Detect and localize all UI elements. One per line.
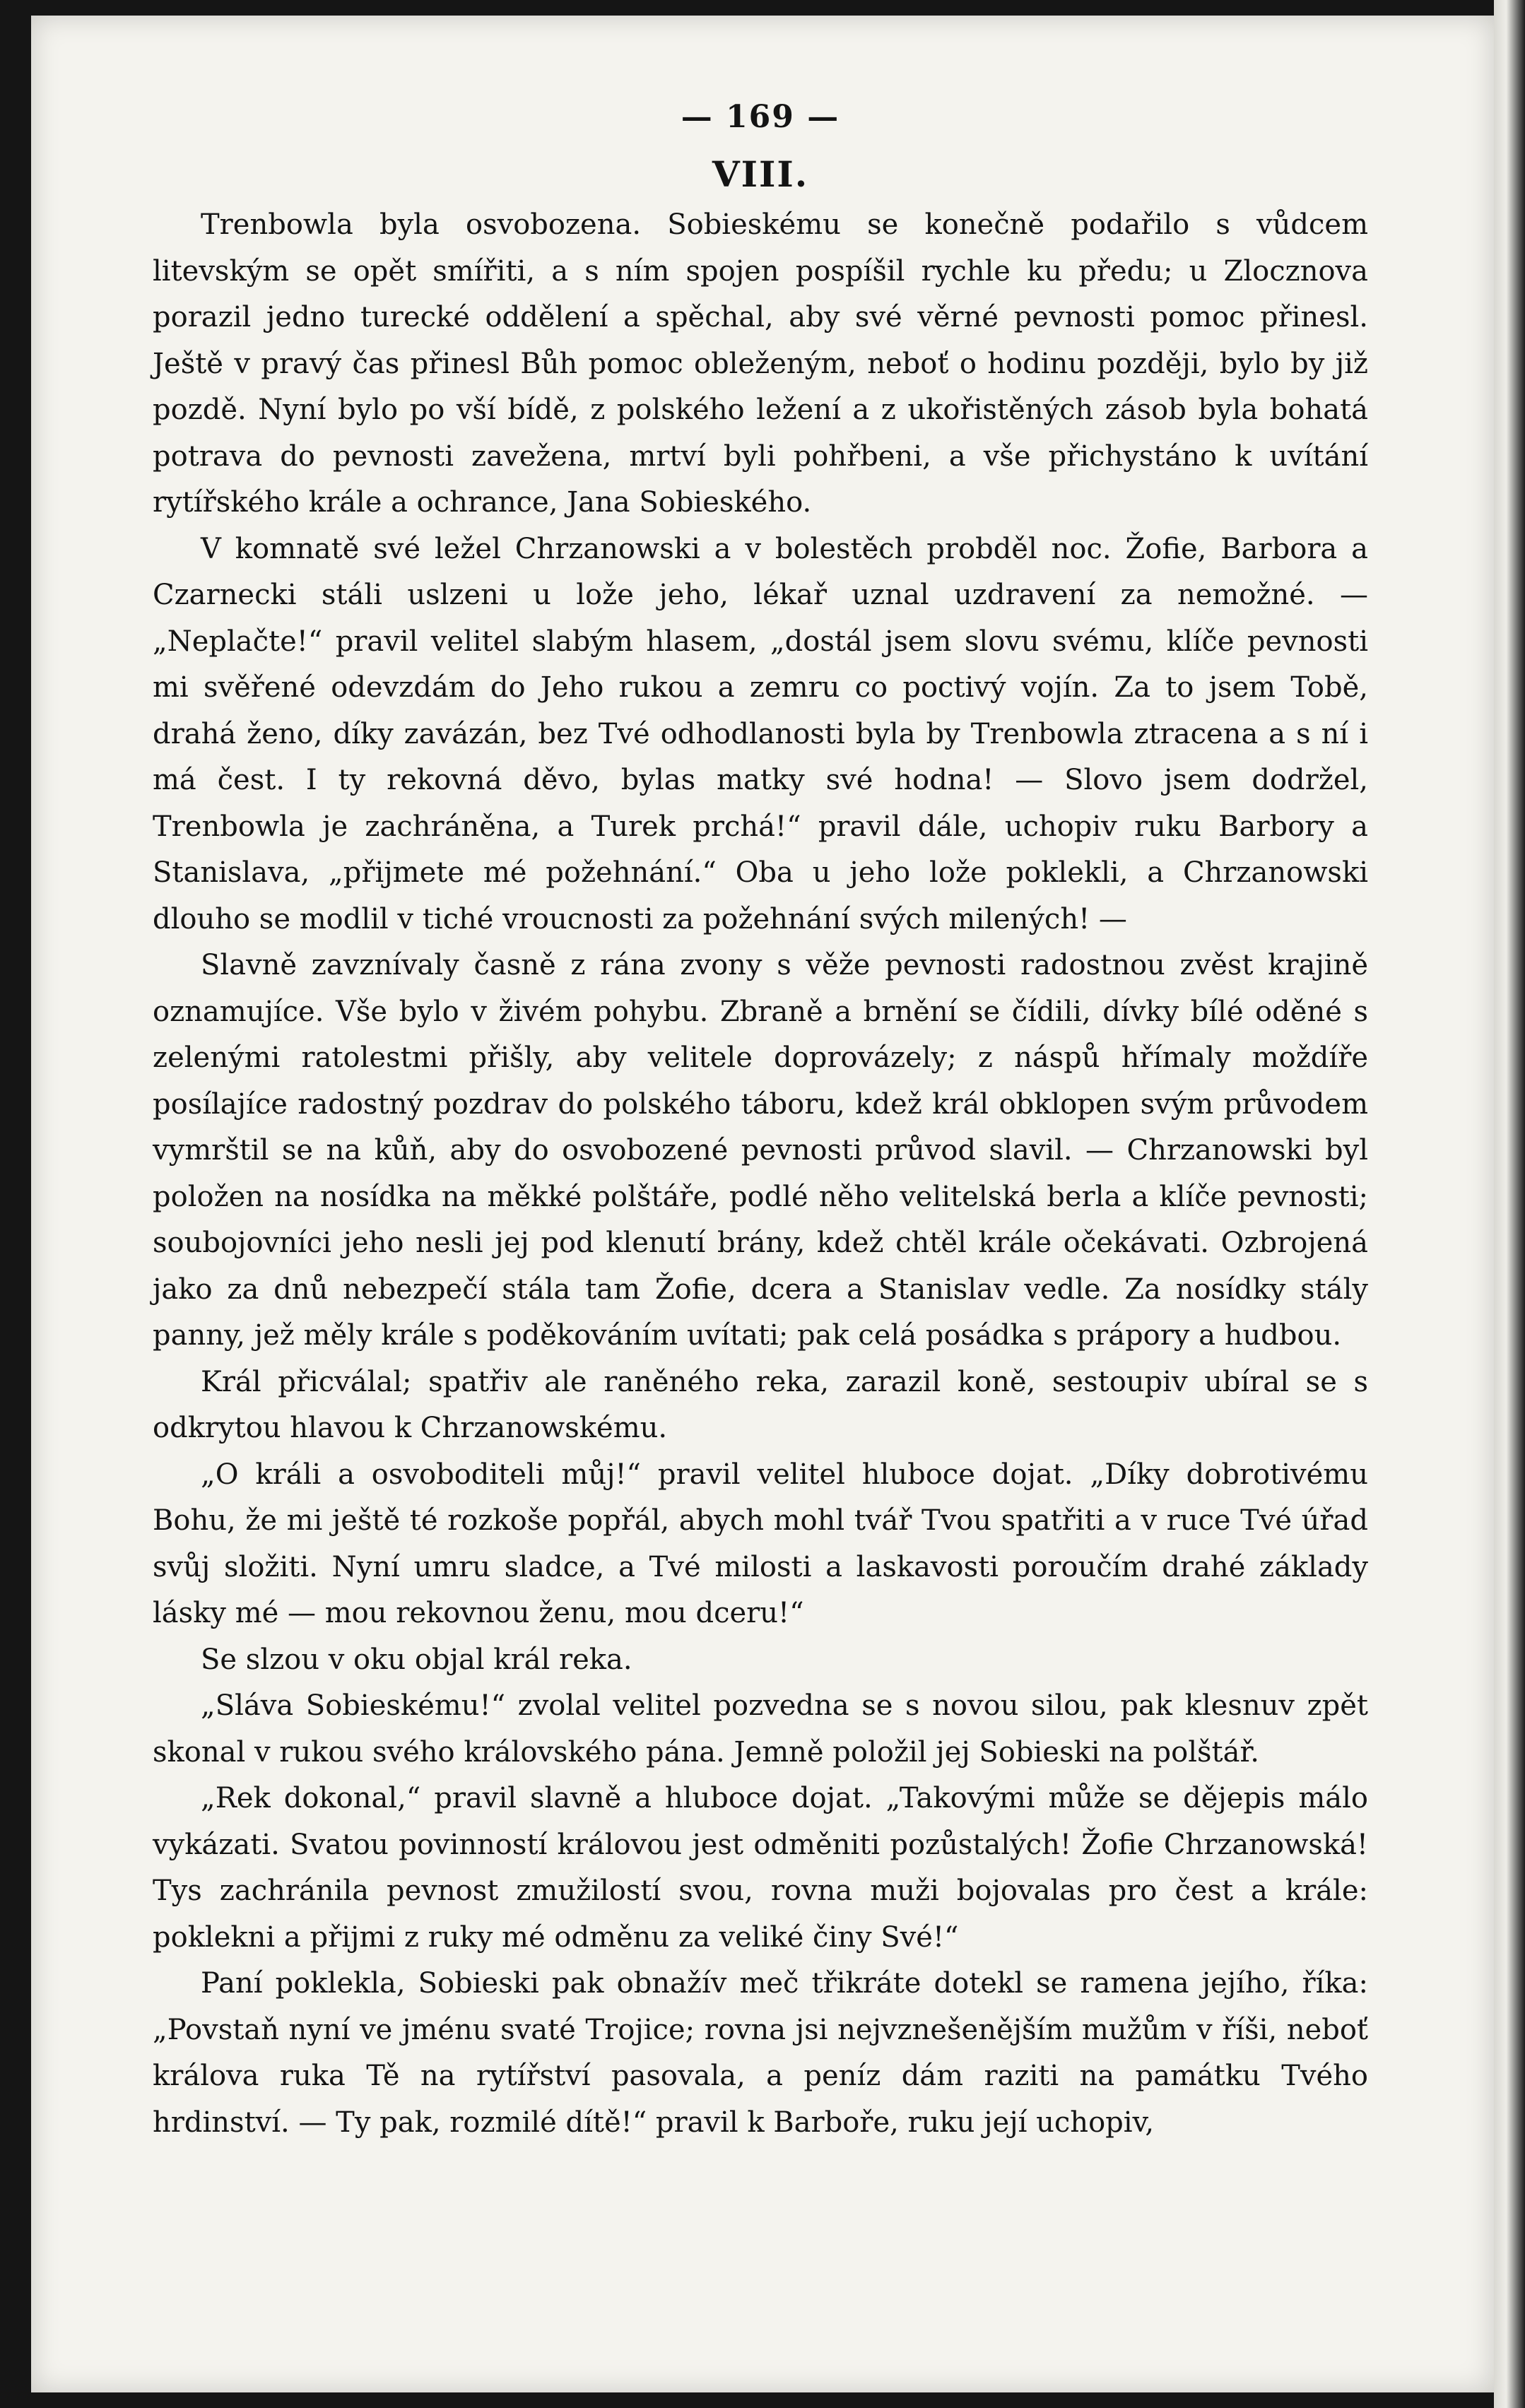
- paragraph: „O králi a osvoboditeli můj!“ pravil velitel hluboce dojat. „Díky dobrotivému Bohu, že mi ještě té rozkoše popřál, abych mohl tvář Tvou spatřiti a v ruce Tvé úřad svůj složiti. Nyní umru sladce, a Tvé milosti a laskavosti poroučím drahé základy lásky mé — mou rekovnou ženu, mou dceru!“: [153, 1458, 1368, 1629]
- page-edge-shadow: [1494, 0, 1525, 2408]
- paragraph: V komnatě své ležel Chrzanowski a v bolestěch probděl noc. Žofie, Barbora a Czarnecki stáli uslzeni u lože jeho, lékař uznal uzdravení za nemožné. — „Neplačte!“ pravil velitel slabým hlasem, „dostál jsem slovu svému, klíče pevnosti mi svěřené odevzdám do Jeho rukou a zemru co poctivý vojín. Za to jsem Tobě, drahá ženo, díky zavázán, bez Tvé odhodlanosti byla by Trenbowla ztracena a s ní i má čest. I ty rekovná děvo, bylas matky své hodna! — Slovo jsem dodržel, Trenbowla je zachráněna, a Turek prchá!“ pravil dále, uchopiv ruku Barbory a Stanislava, „přijmete mé požehnání.“ Oba u jeho lože poklekli, a Chrzanowski dlouho se modlil v tiché vroucnosti za požehnání svých milených! —: [153, 532, 1368, 936]
- paragraph: Trenbowla byla osvobozena. Sobieskému se konečně podařilo s vůdcem litevským se opět smířiti, a s ním spojen pospíšil rychle ku předu; u Zlocznova porazil jedno turecké oddělení a spěchal, aby své věrné pevnosti pomoc přinesl. Ještě v pravý čas přinesl Bůh pomoc obleženým, neboť o hodinu později, bylo by již pozdě. Nyní bylo po vší bídě, z polského ležení a z ukořistěných zásob byla bohatá potrava do pevnosti zavežena, mrtví byli pohřbeni, a vše přichystáno k uvítání rytířského krále a ochrance, Jana Sobieského.: [153, 208, 1368, 519]
- paragraph: Paní poklekla, Sobieski pak obnažív meč třikráte dotekl se ramena jejího, říka: „Povstaň nyní ve jménu svaté Trojice; rovna jsi nejvznešenějším mužům v říši, neboť králova ruka Tě na rytířství pasovala, a peníz dám raziti na památku Tvého hrdinství. — Ty pak, rozmilé dítě!“ pravil k Barboře, ruku její uchopiv,: [153, 1967, 1368, 2139]
- chapter-heading: VIII.: [712, 153, 809, 195]
- page-content: [153, 99, 1368, 2146]
- page-number: — 169 —: [681, 99, 840, 135]
- paragraph: „Sláva Sobieskému!“ zvolal velitel pozvedna se s novou silou, pak klesnuv zpět skonal v rukou svého královského pána. Jemně položil jej Sobieski na polštář.: [153, 1689, 1368, 1769]
- paragraph: „Rek dokonal,“ pravil slavně a hluboce dojat. „Takovými může se dějepis málo vykázati. Svatou povinností královou jest odměniti pozůstalých! Žofie Chrzanowská! Tys zachránila pevnost zmužilostí svou, rovna muži bojovalas pro čest a krále: poklekni a přijmi z ruky mé odměnu za veliké činy Své!“: [153, 1782, 1368, 1954]
- body-text: [153, 202, 1368, 2146]
- paragraph: Se slzou v oku objal král reka.: [201, 1643, 632, 1676]
- paragraph: Slavně zavznívaly časně z rána zvony s věže pevnosti radostnou zvěst krajině oznamujíce. Vše bylo v živém pohybu. Zbraně a brnění se čídili, dívky bílé oděné s zelenými ratolestmi přišly, aby velitele doprovázely; z náspů hřímaly moždíře posílajíce radostný pozdrav do polského táboru, kdež král obklopen svým průvodem vymrštil se na kůň, aby do osvobozené pevnosti průvod slavil. — Chrzanowski byl položen na nosídka na měkké polštáře, podlé něho velitelská berla a klíče pevnosti; soubojovníci jeho nesli jej pod klenutí brány, kdež chtěl krále očekávati. Ozbrojená jako za dnů nebezpečí stála tam Žofie, dcera a Stanislav vedle. Za nosídky stály panny, jež měly krále s poděkováním uvítati; pak celá posádka s prápory a hudbou.: [153, 949, 1368, 1352]
- paragraph: Král přicválal; spatřiv ale raněného reka, zarazil koně, sestoupiv ubíral se s odkrytou hlavou k Chrzanowskému.: [153, 1365, 1368, 1444]
